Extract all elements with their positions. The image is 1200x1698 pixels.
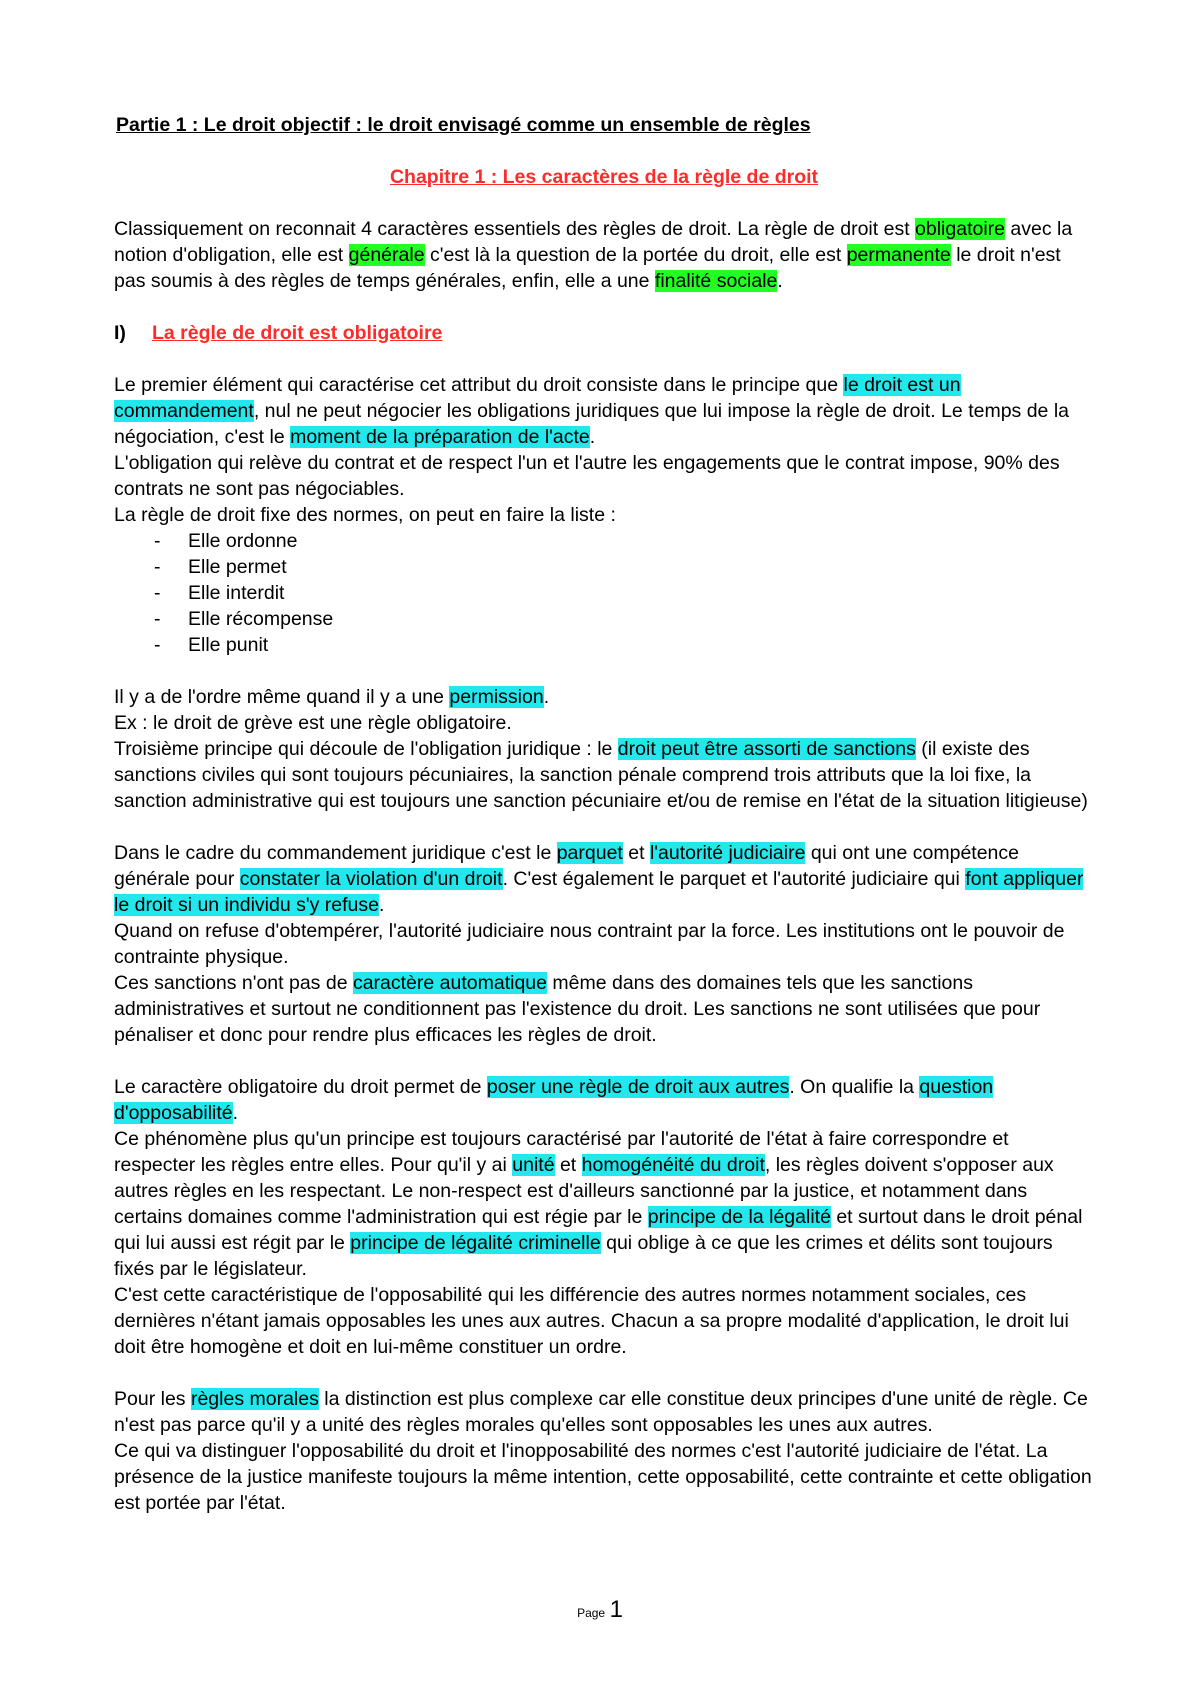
text-run: . [589, 426, 596, 448]
text-run: Le premier élément qui caractérise cet attribut du droit consiste dans le principe que [114, 374, 844, 396]
text-run: Ces sanctions n'ont pas de [114, 972, 353, 994]
text-run: avec la notion d'obligation, elle est [114, 218, 1073, 266]
text-run: la distinction est plus complexe car elle constitue deux principes d'une unité de règle. Ce n'est pas parce qu'il y a unité des règles morales qu'elles sont opposables les unes aux autres. [114, 1388, 1088, 1436]
list-item [114, 528, 1094, 554]
text-run: et [554, 1154, 582, 1176]
text-run: . [777, 270, 783, 292]
highlight: constater la violation d'un droit [239, 868, 503, 890]
highlight: l'autorité judiciaire [649, 842, 806, 864]
paragraph [114, 970, 1094, 1048]
list-item-text: Elle récompense [188, 608, 334, 630]
dash-list [114, 528, 1094, 658]
text-run: Ce phénomène plus qu'un principe est toujours caractérisé par l'autorité de l'état à faire correspondre et respecter les règles entre elles. Pour qu'il y ai [114, 1128, 1009, 1176]
text-run: et surtout dans le droit pénal qui lui aussi est régit par le [114, 1206, 1083, 1254]
text-run: Le caractère obligatoire du droit permet de [114, 1076, 487, 1098]
paragraph: Ex : le droit de grève est une règle obligatoire. [114, 712, 512, 734]
highlight: moment de la préparation de l'acte [290, 426, 590, 448]
text-run: qui ont une compétence générale pour [114, 842, 1019, 890]
section-number: I) [114, 322, 126, 344]
paragraph: La règle de droit fixe des normes, on peut en faire la liste : [114, 504, 616, 526]
highlight: droit peut être assorti de sanctions [617, 738, 916, 760]
page-footer [0, 1596, 1200, 1624]
list-item-text: Elle punit [188, 634, 269, 656]
highlight: parquet [556, 842, 623, 864]
paragraph: C'est cette caractéristique de l'opposabilité qui les différencie des autres normes notamment sociales, ces dernières n'étant jamais opposables les unes aux autres. Chacun a sa propre modalité d'application, le droit lui doit être homogène et doit en lui-même constituer un ordre. [114, 1284, 1069, 1358]
highlight-obligatoire: obligatoire [915, 218, 1006, 240]
document-body [114, 112, 1094, 1516]
paragraph [114, 1074, 1094, 1126]
list-item [114, 632, 1094, 658]
list-item [114, 606, 1094, 632]
page-label: Page [577, 1606, 606, 1620]
highlight-permanente: permanente [846, 244, 951, 266]
highlight: font appliquer le droit si un individu s'y refuse [114, 868, 1084, 916]
highlight: homogénéité du droit [581, 1154, 765, 1176]
text-run: . C'est également le parquet et l'autorité judiciaire qui [502, 868, 966, 890]
paragraph [114, 372, 1094, 450]
list-dash: - [154, 634, 161, 656]
text-run: . On qualifie la [789, 1076, 920, 1098]
text-run: . [378, 894, 385, 916]
text-run: , les règles doivent s'opposer aux autres règles en les respectant. Le non-respect est d'ailleurs sanctionné par la justice, et notamment dans certains domaines comme l'administration qui est régie par le [114, 1154, 1054, 1228]
highlight: caractère automatique [352, 972, 547, 994]
text-run: Classiquement on reconnait 4 caractères essentiels des règles de droit. La règle de droit est [114, 218, 916, 240]
section-title: La règle de droit est obligatoire [152, 322, 443, 344]
paragraph [114, 684, 1094, 710]
part-title: Partie 1 : Le droit objectif : le droit envisagé comme un ensemble de règles [116, 114, 811, 136]
list-dash: - [154, 608, 161, 630]
list-dash: - [154, 530, 161, 552]
list-item-text: Elle ordonne [188, 530, 298, 552]
paragraph: Quand on refuse d'obtempérer, l'autorité judiciaire nous contraint par la force. Les institutions ont le pouvoir de contrainte physique. [114, 920, 1065, 968]
text-run: même dans des domaines tels que les sanctions administratives et surtout ne conditionnent pas l'existence du droit. Les sanctions ne sont utilisées que pour pénaliser et donc pour rendre plus efficaces les règles de droit. [114, 972, 1041, 1046]
list-item [114, 554, 1094, 580]
intro-paragraph [114, 216, 1094, 294]
page-number: 1 [609, 1596, 623, 1623]
text-run: Il y a de l'ordre même quand il y a une [114, 686, 450, 708]
text-run: . [543, 686, 550, 708]
highlight: principe de légalité criminelle [350, 1232, 601, 1254]
highlight: question d'opposabilité [114, 1076, 994, 1124]
paragraph: L'obligation qui relève du contrat et de respect l'un et l'autre les engagements que le contrat impose, 90% des contrats ne sont pas négociables. [114, 452, 1060, 500]
paragraph [114, 736, 1094, 814]
text-run: et [622, 842, 650, 864]
highlight: principe de la légalité [647, 1206, 831, 1228]
highlight-generale: générale [348, 244, 425, 266]
text-run: . [232, 1102, 239, 1124]
paragraph [114, 840, 1094, 918]
highlight: règles morales [190, 1388, 319, 1410]
list-item-text: Elle interdit [188, 582, 285, 604]
list-dash: - [154, 556, 161, 578]
highlight: le droit est un commandement [114, 374, 961, 422]
text-run: le droit n'est pas soumis à des règles de temps générales, enfin, elle a une [114, 244, 1061, 292]
list-dash: - [154, 582, 161, 604]
text-run: Dans le cadre du commandement juridique c'est le [114, 842, 557, 864]
text-run: qui oblige à ce que les crimes et délits sont toujours fixés par le législateur. [114, 1232, 1053, 1280]
list-item [114, 580, 1094, 606]
paragraph [114, 1126, 1094, 1282]
paragraph: Ce qui va distinguer l'opposabilité du droit et l'inopposabilité des normes c'est l'autorité judiciaire de l'état. La présence de la justice manifeste toujours la même intention, cette opposabilité, cette contrainte et cette obligation est portée par l'état. [114, 1440, 1092, 1514]
text-run: c'est là la question de la portée du droit, elle est [424, 244, 847, 266]
paragraph [114, 1386, 1094, 1438]
text-run: , nul ne peut négocier les obligations juridiques que lui impose la règle de droit. Le temps de la négociation, c'est le [114, 400, 1070, 448]
section-heading [114, 320, 1094, 346]
highlight-finalite-sociale: finalité sociale [654, 270, 778, 292]
highlight: unité [512, 1154, 555, 1176]
text-run: (il existe des sanctions civiles qui sont toujours pécuniaires, la sanction pénale comprend trois attributs que la loi fixe, la sanction administrative qui est toujours une sanction pécuniaire et/ou de remise en l'état de la situation litigieuse) [114, 738, 1088, 812]
chapter-title: Chapitre 1 : Les caractères de la règle de droit [389, 166, 819, 188]
text-run: Troisième principe qui découle de l'obligation juridique : le [114, 738, 618, 760]
highlight: poser une règle de droit aux autres [486, 1076, 790, 1098]
highlight: permission [449, 686, 544, 708]
list-item-text: Elle permet [188, 556, 287, 578]
text-run: Pour les [114, 1388, 191, 1410]
